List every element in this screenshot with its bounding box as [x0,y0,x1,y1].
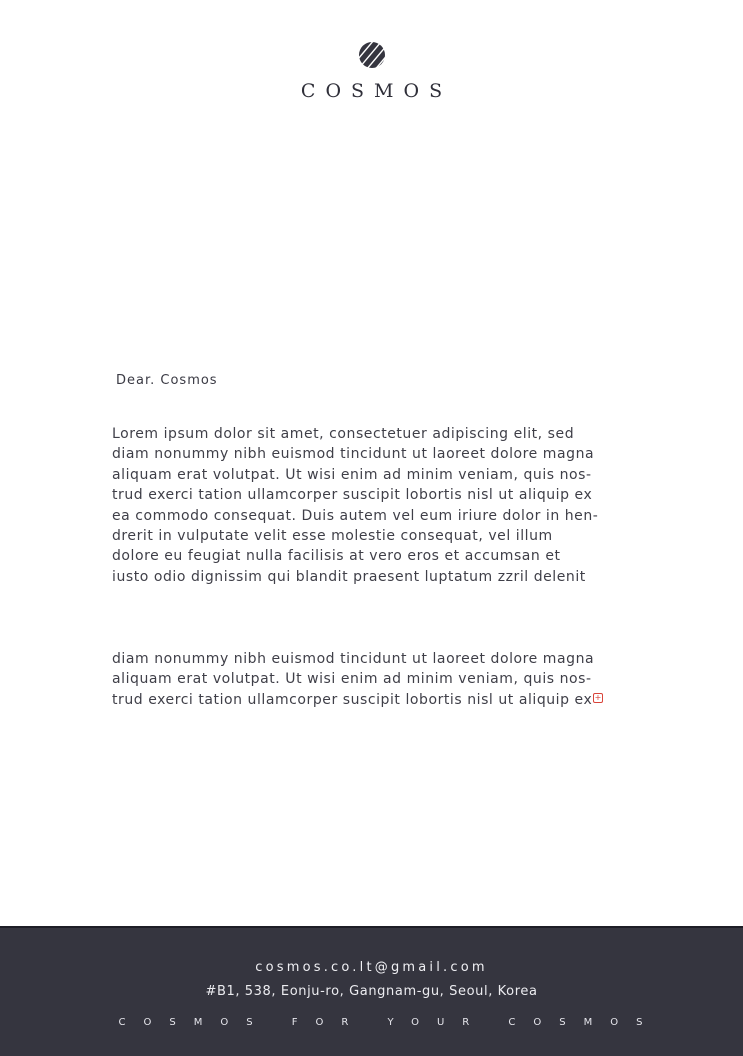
paragraph-1-line: aliquam erat volutpat. Ut wisi enim ad minim veniam, quis nos- [112,466,592,483]
paragraph-2-line-last [112,690,672,710]
letterhead [0,40,743,101]
paragraph-1-line: trud exerci tation ullamcorper suscipit lobortis nisl ut aliquip ex [112,487,593,504]
footer-address: #B1, 538, Eonju-ro, Gangnam-gu, Seoul, Korea [205,984,538,999]
paragraph-1-line: drerit in vulputate velit esse molestie consequat, vel illum [112,528,553,545]
brand-name: COSMOS [300,80,453,102]
text-overflow-plus-icon[interactable]: + [594,692,602,702]
paragraph-2-line: aliquam erat volutpat. Ut wisi enim ad minim veniam, quis nos- [112,671,592,688]
paragraph-1-line: dolore eu feugiat nulla facilisis at vero eros et accumsan et [112,548,561,565]
paragraph-1-line: diam nonummy nibh euismod tincidunt ut laoreet dolore magna [112,446,595,463]
paragraph-1-line: ea commodo consequat. Duis autem vel eum iriure dolor in hen- [112,507,599,524]
paragraph-1 [112,424,672,587]
salutation: Dear. Cosmos [116,373,218,388]
paragraph-1-line: Lorem ipsum dolor sit amet, consectetuer adipiscing elit, sed [112,426,575,442]
footer-email: cosmos.co.lt@gmail.com [255,960,488,975]
paragraph-2-line: diam nonummy nibh euismod tincidunt ut laoreet dolore magna [112,651,595,667]
paragraph-2-line-text: trud exerci tation ullamcorper suscipit lobortis nisl ut aliquip ex [112,691,593,708]
striped-sphere-icon [357,40,387,70]
footer [0,926,743,1056]
paragraph-1-line: iusto odio dignissim qui blandit praesent luptatum zzril delenit [112,568,586,585]
footer-tagline: COSMOS FOR YOUR COSMOS [118,1017,661,1028]
paragraph-2 [112,649,672,710]
